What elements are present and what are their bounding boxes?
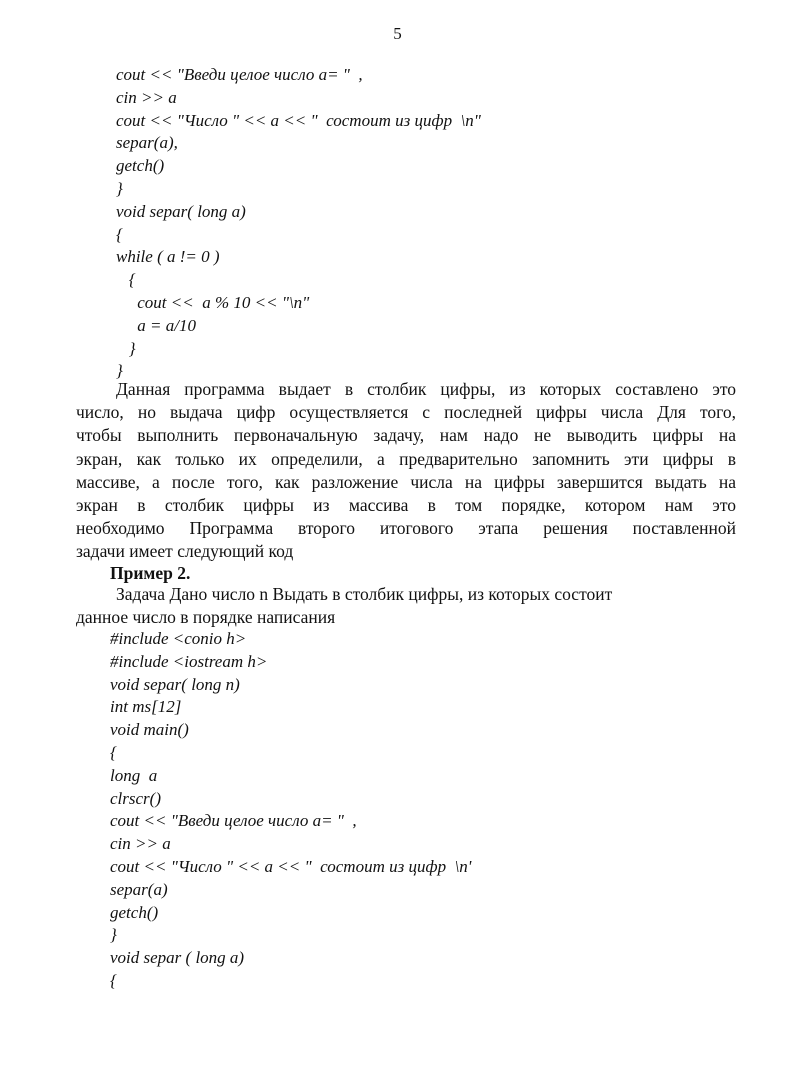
code-line: int ms[12] — [110, 697, 182, 717]
code-line: { — [116, 270, 136, 290]
code-line: } — [116, 178, 123, 198]
task-line: Задача Дано число n Выдать в столбик цифры, из которых состоит — [116, 584, 613, 604]
code-line: cout << a % 10 << "\n" — [116, 292, 310, 312]
task-statement — [76, 583, 736, 629]
paragraph-line: чтобы выполнить первоначальную задачу, нам надо не выводить цифры на — [76, 425, 736, 446]
code-line: cin >> a — [116, 87, 177, 107]
code-line: { — [116, 224, 123, 244]
code-line: getch() — [110, 902, 159, 922]
code-line: separ(a), — [116, 133, 178, 153]
code-block-separ-reverse — [116, 64, 481, 383]
code-block-example-2 — [110, 628, 471, 993]
code-line: void separ( long a) — [116, 201, 246, 221]
code-line: #include <conio h> — [110, 629, 247, 648]
example-heading: Пример 2. — [110, 563, 191, 583]
code-line: while ( a != 0 ) — [116, 247, 220, 267]
page-number: 5 — [393, 24, 402, 43]
code-line: { — [110, 742, 117, 762]
code-line: cout << "Введи целое число a= " , — [116, 65, 363, 84]
code-line: getch() — [116, 156, 165, 176]
code-line: cin >> a — [110, 834, 171, 854]
code-line: cout << "Число " << a << " состоит из цифр \n" — [116, 110, 481, 130]
code-line: } — [110, 925, 117, 945]
paragraph-line: экран в столбик цифры из массива в том порядке, котором нам это — [76, 494, 736, 515]
paragraph-line: Данная программа выдает в столбик цифры, из которых составлено это — [116, 379, 736, 399]
code-line: } — [116, 338, 136, 358]
code-line: void separ ( long a) — [110, 948, 245, 968]
code-line: cout << "Введи целое число a= " , — [110, 811, 357, 831]
code-line: cout << "Число " << a << " состоит из цифр \n' — [110, 856, 472, 876]
code-line: void separ( long n) — [110, 674, 240, 694]
paragraph-line: массиве, а после того, как разложение числа на цифры завершится выдать на — [76, 471, 736, 492]
paragraph-line: необходимо Программа второго итогового этапа решения поставленной — [76, 518, 736, 539]
code-line: } — [116, 361, 123, 381]
paragraph-line: экран, как только их определили, а предварительно запомнить эти цифры в — [76, 448, 736, 469]
code-line: void main() — [110, 720, 189, 740]
paragraph-line: задачи имеет следующий код — [76, 541, 294, 562]
explanation-paragraph — [76, 378, 736, 564]
code-line: { — [110, 970, 117, 990]
code-line: long a — [110, 765, 158, 785]
code-line: separ(a) — [110, 879, 168, 899]
task-line: данное число в порядке написания — [76, 607, 336, 628]
paragraph-line: число, но выдача цифр осуществляется с последней цифры числа Для того, — [76, 402, 736, 423]
code-line: #include <iostream h> — [110, 651, 268, 671]
code-line: a = a/10 — [116, 315, 196, 335]
code-line: clrscr() — [110, 788, 161, 808]
